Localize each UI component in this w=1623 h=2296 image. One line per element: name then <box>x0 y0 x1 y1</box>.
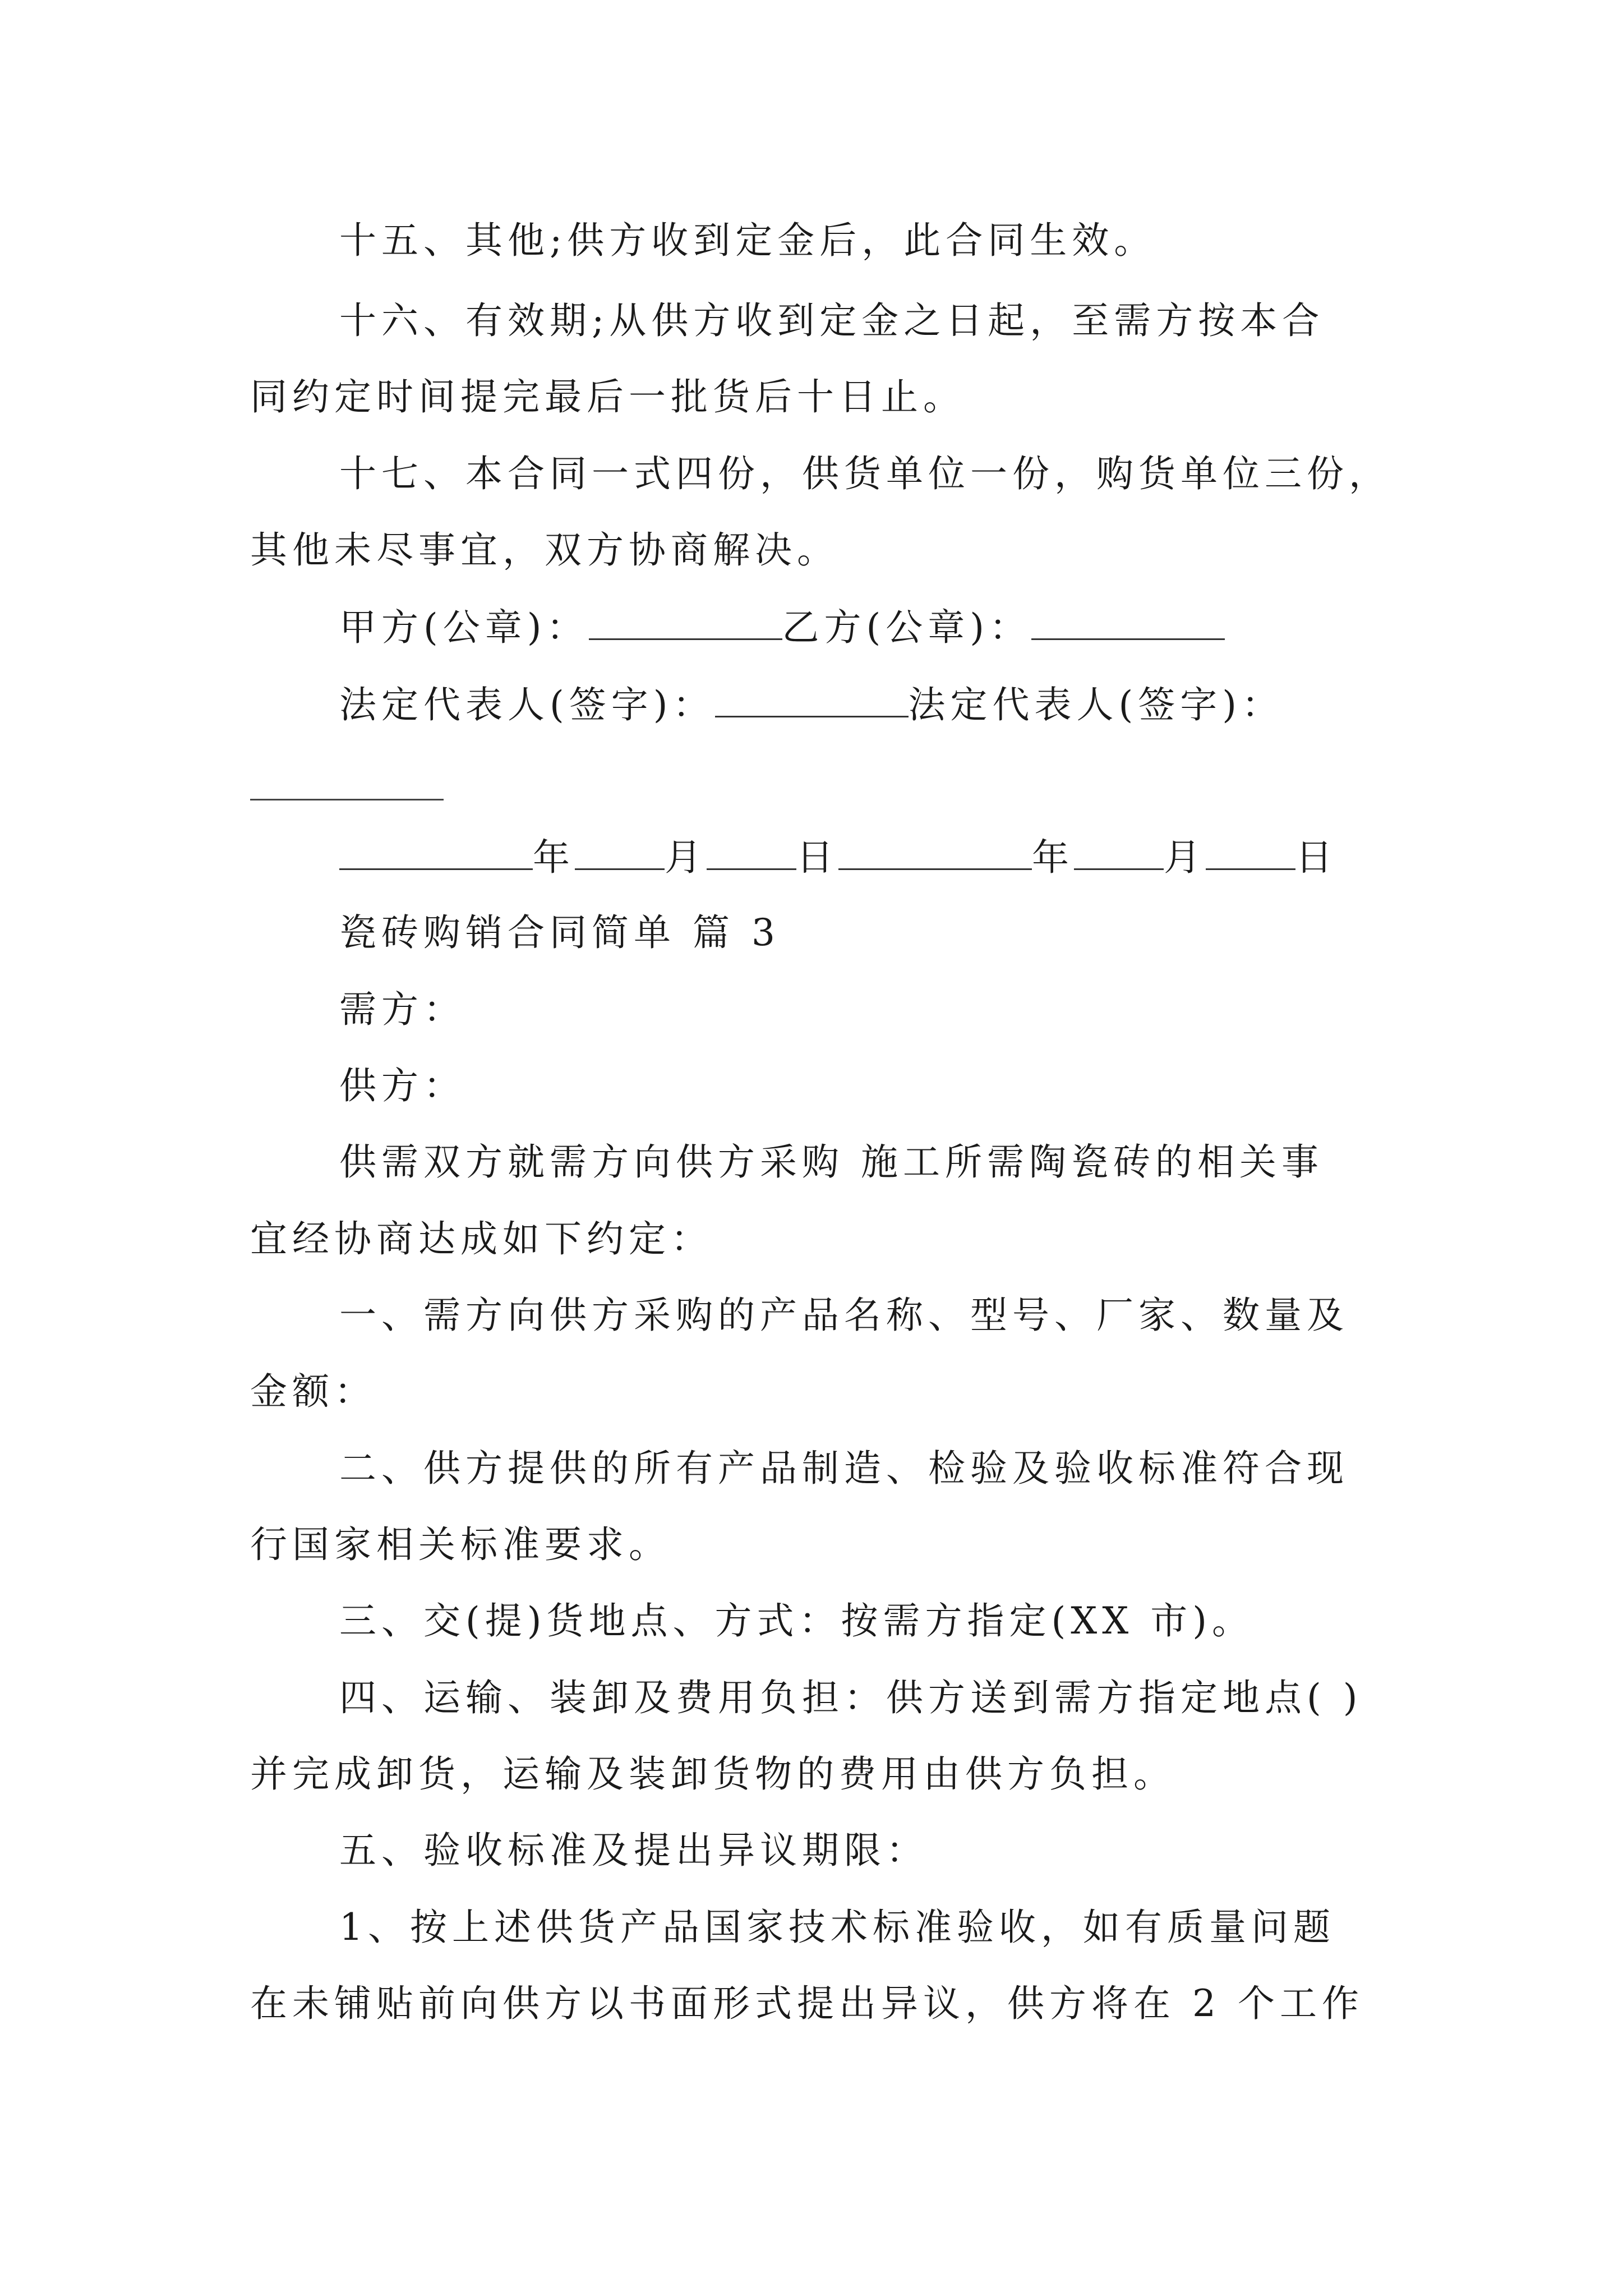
clause-5-1-line-1: 1、按上述供货产品国家技术标准验收，如有质量问题 <box>339 1906 1335 1949</box>
clause-16-line-1: 十六、有效期;从供方收到定金之日起，至需方按本合 <box>339 299 1325 342</box>
party-a-seal-label: 甲方(公章)： <box>339 606 589 649</box>
date-a-year-label: 年 <box>533 836 575 879</box>
date-b-day-label: 日 <box>1295 836 1338 879</box>
clause-15: 十五、其他;供方收到定金后，此合同生效。 <box>339 219 1156 262</box>
buyer-label: 需方： <box>339 988 465 1031</box>
date-b-month-label: 月 <box>1164 836 1206 879</box>
party-a-seal-blank <box>589 601 782 640</box>
party-b-seal-label: 乙方(公章)： <box>782 606 1031 649</box>
section-title: 瓷砖购销合同简单 篇 3 <box>339 911 780 954</box>
rep-a-signature-blank <box>715 679 909 717</box>
party-b-seal-blank <box>1031 601 1225 640</box>
clause-16-line-2: 同约定时间提完最后一批货后十日止。 <box>250 375 965 418</box>
intro-line-2: 宜经协商达成如下约定： <box>250 1217 713 1260</box>
date-a-month-label: 月 <box>665 836 707 879</box>
seller-label: 供方： <box>339 1064 465 1107</box>
date-a-year-blank <box>339 831 533 870</box>
clause-5: 五、验收标准及提出异议期限： <box>339 1829 928 1872</box>
intro-line-1: 供需双方就需方向供方采购 施工所需陶瓷砖的相关事 <box>339 1140 1324 1184</box>
clause-2-line-1: 二、供方提供的所有产品制造、检验及验收标准符合现 <box>339 1447 1349 1490</box>
date-b-month-blank <box>1074 831 1164 870</box>
rep-a-signature-label: 法定代表人(签字)： <box>339 683 715 726</box>
clause-4-line-2: 并完成卸货，运输及装卸货物的费用由供方负担。 <box>250 1752 1175 1796</box>
date-a-day-label: 日 <box>796 836 838 879</box>
rep-b-signature-blank <box>250 799 444 800</box>
date-a-month-blank <box>575 831 665 870</box>
clause-5-1-line-2: 在未铺贴前向供方以书面形式提出异议，供方将在 2 个工作 <box>250 1982 1364 2025</box>
clause-1-line-2: 金额： <box>250 1370 376 1413</box>
signature-representative-row <box>339 679 1284 729</box>
clause-17-line-1: 十七、本合同一式四份，供货单位一份，购货单位三份， <box>339 452 1391 495</box>
clause-2-line-2: 行国家相关标准要求。 <box>250 1523 671 1566</box>
clause-17-line-2: 其他未尽事宜，双方协商解决。 <box>250 528 839 572</box>
signature-party-row <box>339 601 1225 652</box>
date-a-day-blank <box>707 831 796 870</box>
clause-3: 三、交(提)货地点、方式：按需方指定(XX 市)。 <box>339 1599 1254 1642</box>
date-b-day-blank <box>1206 831 1295 870</box>
clause-1-line-1: 一、需方向供方采购的产品名称、型号、厂家、数量及 <box>339 1294 1349 1337</box>
rep-b-signature-label: 法定代表人(签字)： <box>908 683 1284 726</box>
date-b-year-blank <box>838 831 1032 870</box>
date-b-year-label: 年 <box>1032 836 1074 879</box>
signature-date-row <box>339 831 1338 882</box>
clause-4-line-1: 四、运输、装卸及费用负担：供方送到需方指定地点( ) <box>339 1676 1363 1719</box>
